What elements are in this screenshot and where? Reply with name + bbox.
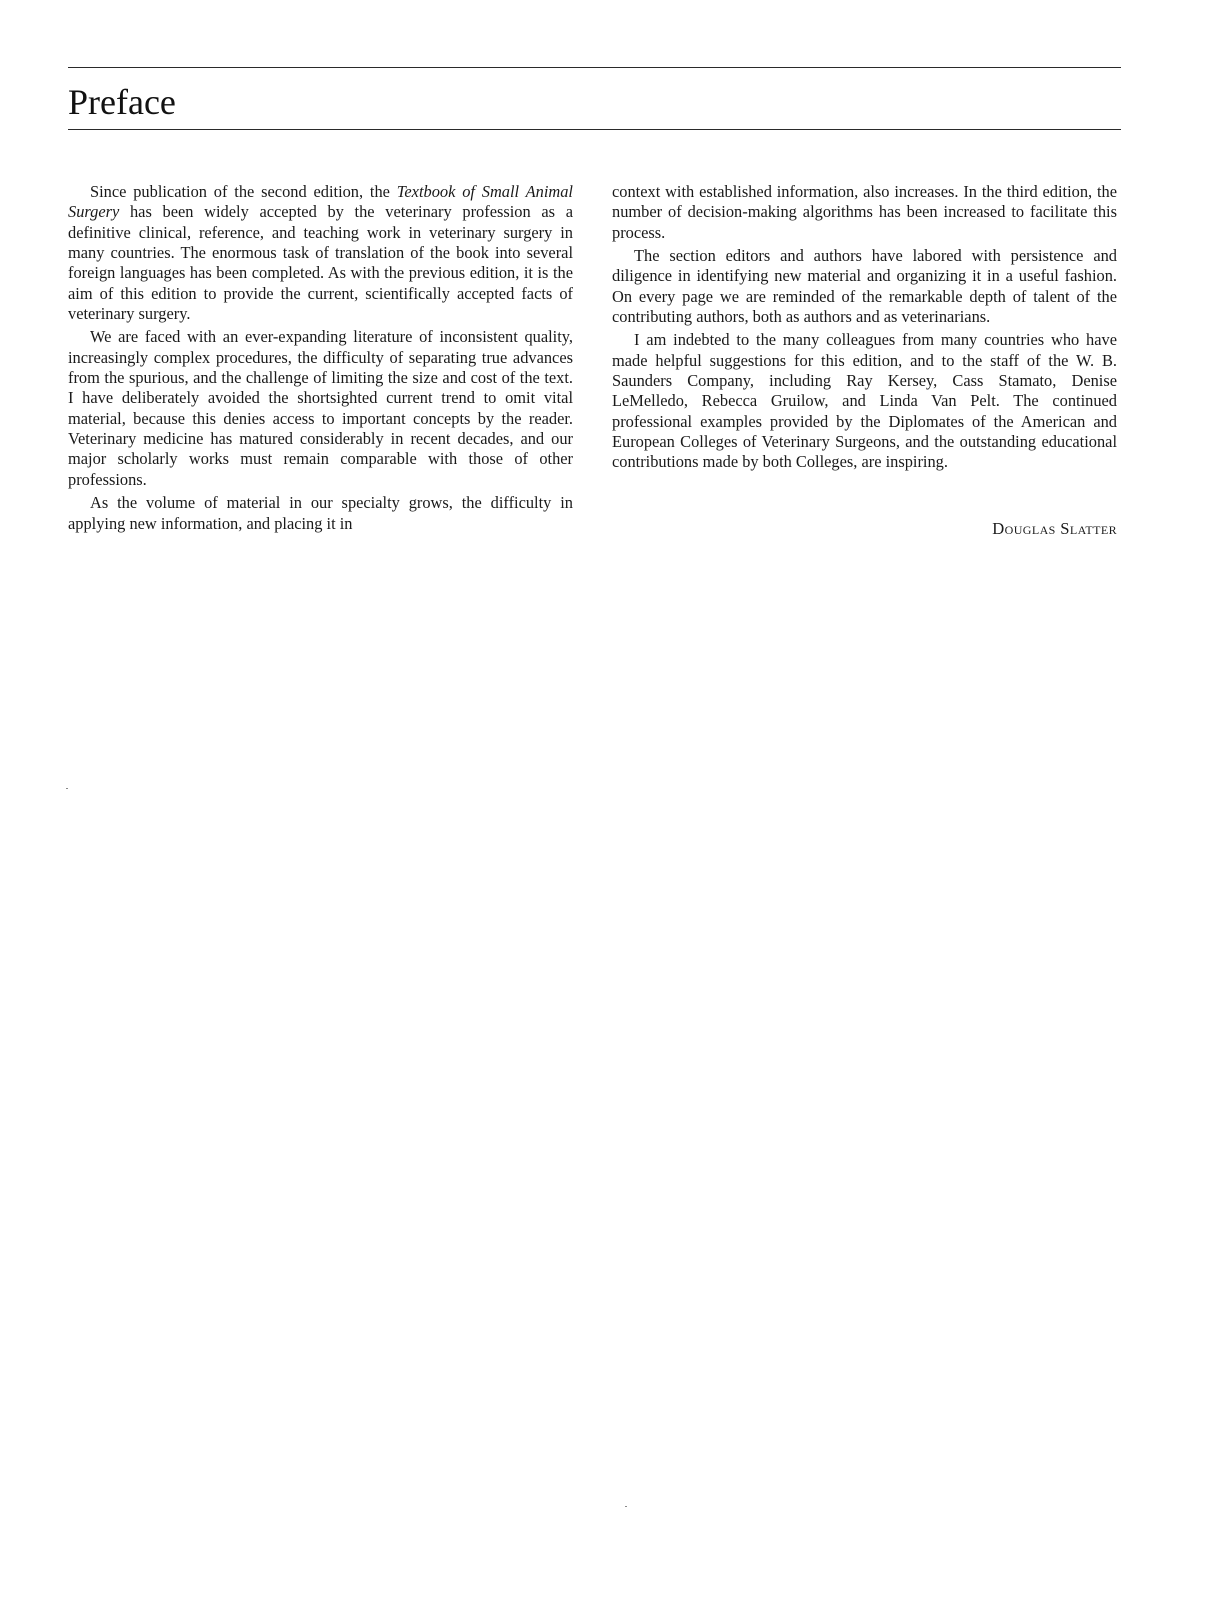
paragraph-1 — [68, 182, 573, 324]
paragraph-3-part-2: context with established information, also increases. In the third edition, the number of decision-making algorithms has been increased to facilitate this process. — [612, 182, 1117, 242]
scan-speck — [625, 1506, 627, 1507]
paragraph-1-start: Since publication of the second edition, the — [90, 182, 397, 201]
author-signature: Douglas Slatter — [992, 518, 1117, 538]
scan-speck — [66, 788, 68, 789]
paragraph-4: The section editors and authors have labored with persistence and diligence in identifying new material and organizing it in a useful fashion. On every page we are reminded of the remarkable depth of talent of the contributing authors, both as authors and as veterinarians. — [612, 246, 1117, 327]
paragraph-2: We are faced with an ever-expanding literature of inconsistent quality, increasingly complex procedures, the difficulty of separating true advances from the spurious, and the challenge of limiting the size and cost of the text. I have deliberately avoided the shortsighted current trend to omit vital material, because this denies access to important concepts by the reader. Veterinary medicine has matured considerably in recent decades, and our major scholarly works must remain comparable with those of other professions. — [68, 327, 573, 489]
top-rule — [68, 67, 1121, 68]
paragraph-1-end: has been widely accepted by the veterinary profession as a definitive clinical, reference, and teaching work in veterinary surgery in many countries. The enormous task of translation of the book into several foreign languages has been completed. As with the previous edition, it is the aim of this edition to provide the current, scientifically accepted facts of veterinary surgery. — [68, 202, 573, 324]
bottom-rule — [68, 129, 1121, 130]
right-column — [612, 182, 1117, 539]
book-title: Textbook of Small Animal Surgery — [68, 182, 573, 222]
paragraph-3-part-1: As the volume of material in our specialty grows, the difficulty in applying new information, and placing it in — [68, 493, 573, 533]
left-column — [68, 182, 573, 537]
paragraph-5: I am indebted to the many colleagues from many countries who have made helpful suggestions for this edition, and to the staff of the W. B. Saunders Company, including Ray Kersey, Cass Stamato, Denise LeMelledo, Rebecca Gruilow, and Linda Van Pelt. The continued professional examples provided by the Diplomates of the American and European Colleges of Veterinary Surgeons, and the outstanding educational contributions made by both Colleges, are inspiring. — [612, 330, 1117, 472]
page-title: Preface — [68, 82, 176, 122]
